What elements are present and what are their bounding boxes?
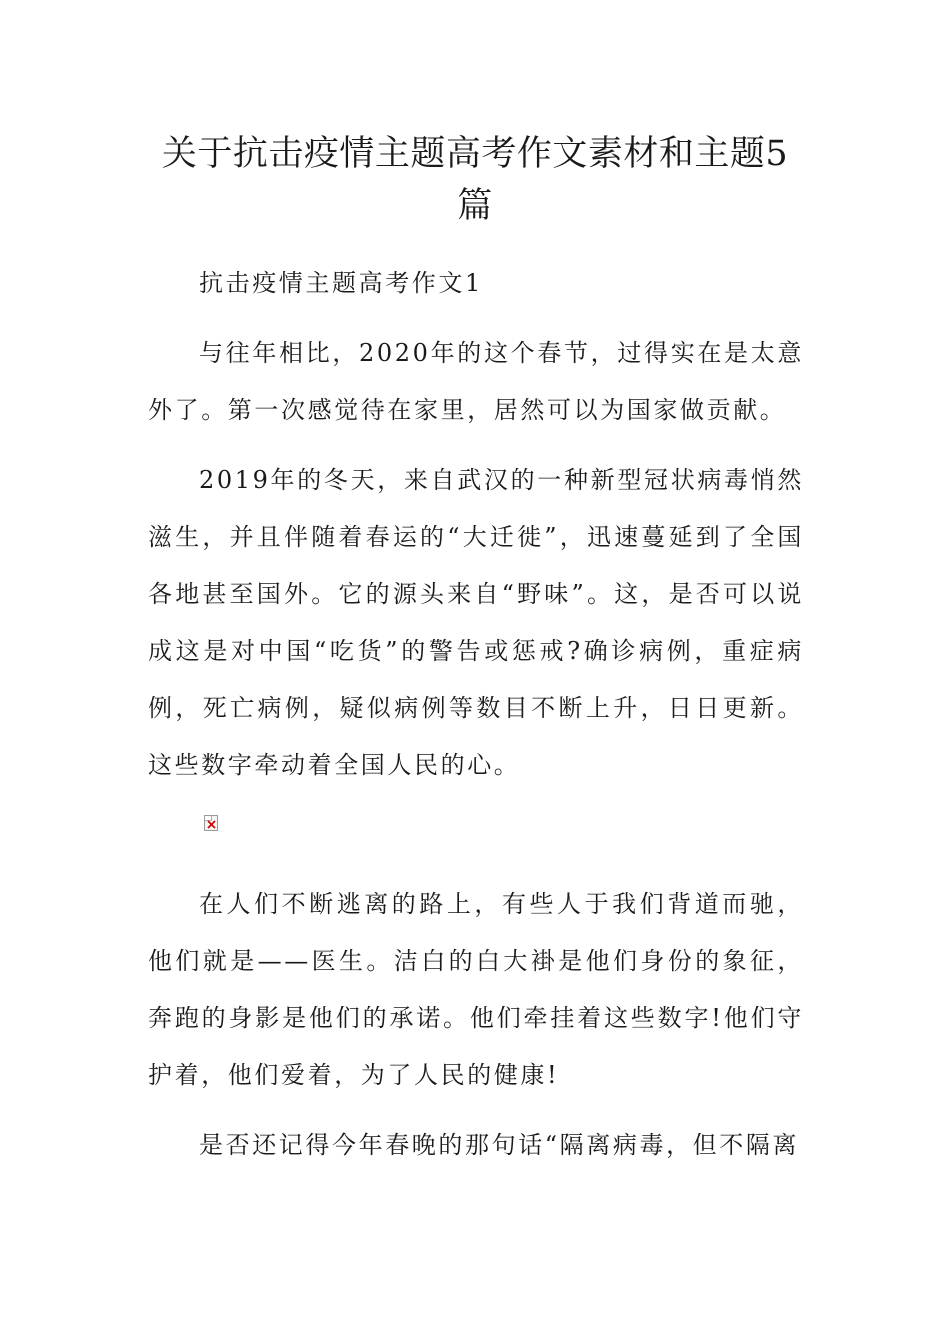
paragraph-2: 2019年的冬天，来自武汉的一种新型冠状病毒悄然滋生，并且伴随着春运的“大迁徙”，迅速蔓延到了全国各地甚至国外。它的源头来自“野味”。这，是否可以说成这是对中国“吃货”的警告或惩戒?确诊病例，重症病例，死亡病例，疑似病例等数目不断上升，日日更新。这些数字牵动着全国人民的心。: [148, 466, 804, 779]
paragraph-1: 与往年相比，2020年的这个春节，过得实在是太意外了。第一次感觉待在家里，居然可以为国家做贡献。: [148, 339, 804, 424]
broken-image-icon: [204, 815, 218, 831]
document-title: 关于抗击疫情主题高考作文素材和主题5篇: [161, 134, 789, 226]
broken-image-x-mark: [207, 820, 216, 829]
paragraph-4: 是否还记得今年春晚的那句话“隔离病毒，但不隔离: [199, 1131, 800, 1159]
essay-subheading: 抗击疫情主题高考作文1: [199, 269, 483, 297]
paragraph-3: 在人们不断逃离的路上，有些人于我们背道而驰，他们就是——医生。洁白的白大褂是他们身份的象征，奔跑的身影是他们的承诺。他们牵挂着这些数字!他们守护着，他们爱着，为了人民的健康!: [148, 890, 804, 1089]
